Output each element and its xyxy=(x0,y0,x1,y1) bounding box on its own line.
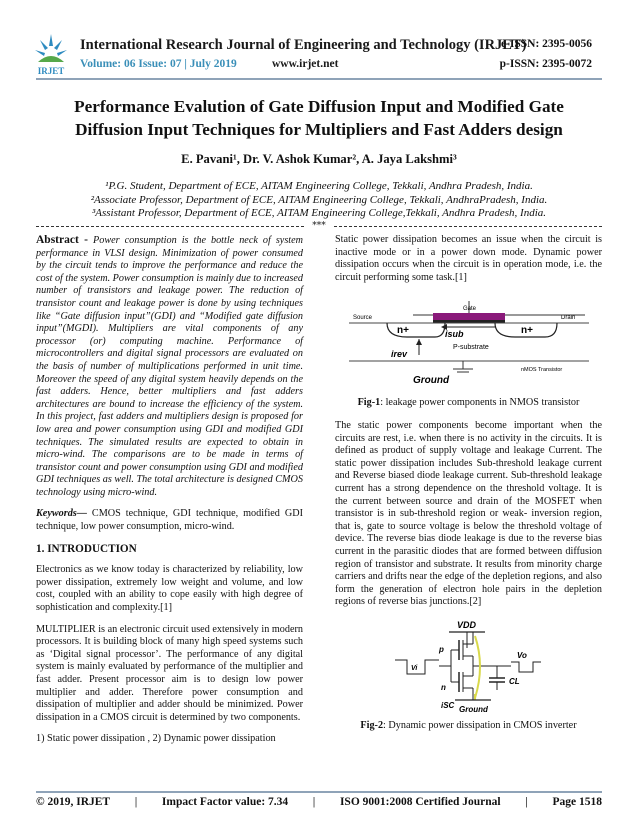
svg-text:IRJET: IRJET xyxy=(37,66,65,76)
footer-separator-2: | xyxy=(312,796,316,808)
n-plus-left-label: n+ xyxy=(397,325,409,337)
pissn-label: p-ISSN: 2395-0072 xyxy=(499,58,592,70)
pmos-label: p xyxy=(439,644,444,654)
left-column xyxy=(36,234,303,755)
affiliation-3: ³Assistant Professor, Department of ECE, AITAM Engineering College,Tekkali, Andhra Pradesh, India. xyxy=(91,207,547,219)
divider-stars: *** xyxy=(312,221,326,231)
ground-label: Ground xyxy=(413,375,450,387)
introduction-heading: 1. INTRODUCTION xyxy=(36,542,137,555)
page-number: Page 1518 xyxy=(552,796,602,808)
source-label: Source xyxy=(353,315,373,322)
figure-2-caption-text: : Dynamic power dissipation in CMOS inverter xyxy=(383,719,577,731)
affiliation-2: ²Associate Professor, Department of ECE, AITAM Engineering College, Tekkali, AndhraPradesh, India. xyxy=(90,193,548,206)
figure-2-caption xyxy=(335,720,602,733)
isub-label: isub xyxy=(445,329,464,340)
figure-2-caption-lead: Fig-2 xyxy=(360,719,384,731)
footer-separator-1: | xyxy=(134,796,138,808)
nmos-transistor-label: nMOS Transistor xyxy=(521,367,563,374)
drain-label: Drain xyxy=(561,315,576,322)
intro-paragraph-3: 1) Static power dissipation , 2) Dynamic power dissipation xyxy=(36,733,276,745)
irev-label: irev xyxy=(391,349,408,360)
eissn-label: e-ISSN: 2395-0056 xyxy=(500,38,592,50)
section-divider xyxy=(36,220,602,232)
figure-1-caption-lead: Fig-1 xyxy=(357,397,381,409)
keywords-paragraph xyxy=(36,508,303,533)
keywords-text: CMOS technique, GDI technique, modified GDI technique, low power consumption, micro-wind. xyxy=(36,508,303,533)
vdd-label: VDD xyxy=(457,619,477,630)
irjet-logo-icon xyxy=(32,32,70,78)
right-paragraph-1: Static power dissipation becomes an issue when the circuit is inactive mode or in a power down mode. Dynamic power dissipation occurs when the circuit is in operation mode, i.e. the circuit performing some task.[1] xyxy=(335,234,602,283)
impact-factor: Impact Factor value: 7.34 xyxy=(161,796,289,808)
footer-divider xyxy=(36,791,602,793)
page-header xyxy=(0,0,638,82)
abstract-text: Power consumption is the bottle neck of system performance in VLSI design. Minimization of power consumed by the circuit tends to improve the performance and reduce the cost of the system. Power consumption is mainly due to increased number of transistors and leakage power. The reduction of transistor count and leakage power is done by using techniques like “Gate diffusion input”(GDI) and “Modified gate diffusion input”(MGDI). Multipliers are vital components of any processor (or) computing machine. Performance of microcontrollers and digital signal processors are evaluated on the basis of number of multiplications performed in unit time. Moreover the speed of any digital system heavily depends on the fast adders. Hence, better multipliers and fast adders architectures are bound to increase the efficiency of the system. In this project, fast adders and multipliers design is proposed for low area and power consumption using GDI and modified GDI techniques. The simulated results are expected to obtain in micro-wind. The comparisons are to be made in terms of transistor count and power consumption using GDI and modified GDI techniques as well. The total architecture is designed CMOS technology using micro-wind. xyxy=(36,235,304,498)
journal-title: International Research Journal of Engineering and Technology (IRJET) xyxy=(80,37,527,53)
keywords-heading: Keywords— xyxy=(36,508,87,520)
right-paragraph-2: The static power components become important when the circuits are rest, i.e. when there is no activity in the circuits. It is defined as product of supply voltage and leakage Current. The static power dissipation includes Sub-threshold leakage current and Reverse biased diode leakage current. Sub-threshold leakage current has a strong dependence on the threshold voltage. It is the current between source and drain of the MOSFET when transistor is in sub-threshold region or weak- inversion region, that is, gate to source voltage is below the threshold voltage of device. The reverse bias diode leakage is due to the reverse bias current in the parasitic diodes that are formed between diffusion region of transistor and substrate. It results from minority charge carriers and drifts near the edge of the depletion regions, and also form the generation of electron hole pairs in the depletion regions of reverse bias junctions.[2] xyxy=(335,419,602,608)
vo-label: Vo xyxy=(517,650,527,660)
abstract-heading: Abstract - xyxy=(36,234,88,246)
paper-title: Performance Evalution of Gate Diffusion Input and Modified Gate Diffusion Input Techniques for Multipliers and Fast Adders design xyxy=(74,97,564,139)
nmos-leakage-figure xyxy=(335,293,602,391)
affiliation-1: ¹P.G. Student, Department of ECE, AITAM Engineering College, Tekkali, Andhra Pradesh, India. xyxy=(105,180,533,192)
right-column xyxy=(335,234,602,742)
nmos-label: n xyxy=(441,682,446,692)
cmos-inverter-figure xyxy=(335,618,602,714)
p-substrate-label: P-substrate xyxy=(453,344,489,352)
copyright-text: © 2019, IRJET xyxy=(36,796,111,808)
journal-website-link[interactable]: www.irjet.net xyxy=(272,58,339,70)
vi-label: Vi xyxy=(411,664,418,672)
figure-1-caption-text: : leakage power components in NMOS transistor xyxy=(380,397,580,409)
ground-label-2: Ground xyxy=(459,704,488,714)
abstract-paragraph xyxy=(36,234,303,499)
iso-certification: ISO 9001:2008 Certified Journal xyxy=(339,796,501,808)
affiliation-list xyxy=(40,180,598,221)
page-footer xyxy=(36,796,602,808)
author-list: E. Pavani¹, Dr. V. Ashok Kumar², A. Jaya Lakshmi³ xyxy=(181,152,457,166)
isc-label: iSC xyxy=(441,700,455,710)
intro-paragraph-2: MULTIPLIER is an electronic circuit used extensively in modern processors. It is building block of many high speed systems such as ‘Digital signal processor’. The performance of any digital system is mainly evaluated by performance of the multiplier and fast adder. Present processor aim is to design low power multiplier and adder. Therefore power consumption and dissipation of multiplier and adder should be minimized. Power dissipation in a CMOS circuit is determined by two components. xyxy=(36,623,303,723)
header-divider xyxy=(36,78,602,80)
footer-separator-3: | xyxy=(525,796,528,808)
intro-paragraph-1: Electronics as we know today is characterized by reliability, low power dissipation, extremely low weight and volume, and low cost, coupled with an ability to cope easily with high degree of sophistication and complexity.[1] xyxy=(36,564,303,614)
journal-issue: Volume: 06 Issue: 07 | July 2019 xyxy=(80,58,237,70)
cl-label: CL xyxy=(509,676,520,686)
gate-label: Gate xyxy=(463,306,477,313)
n-plus-right-label: n+ xyxy=(521,325,533,337)
figure-1-caption xyxy=(335,397,602,410)
gate-region xyxy=(433,313,505,321)
